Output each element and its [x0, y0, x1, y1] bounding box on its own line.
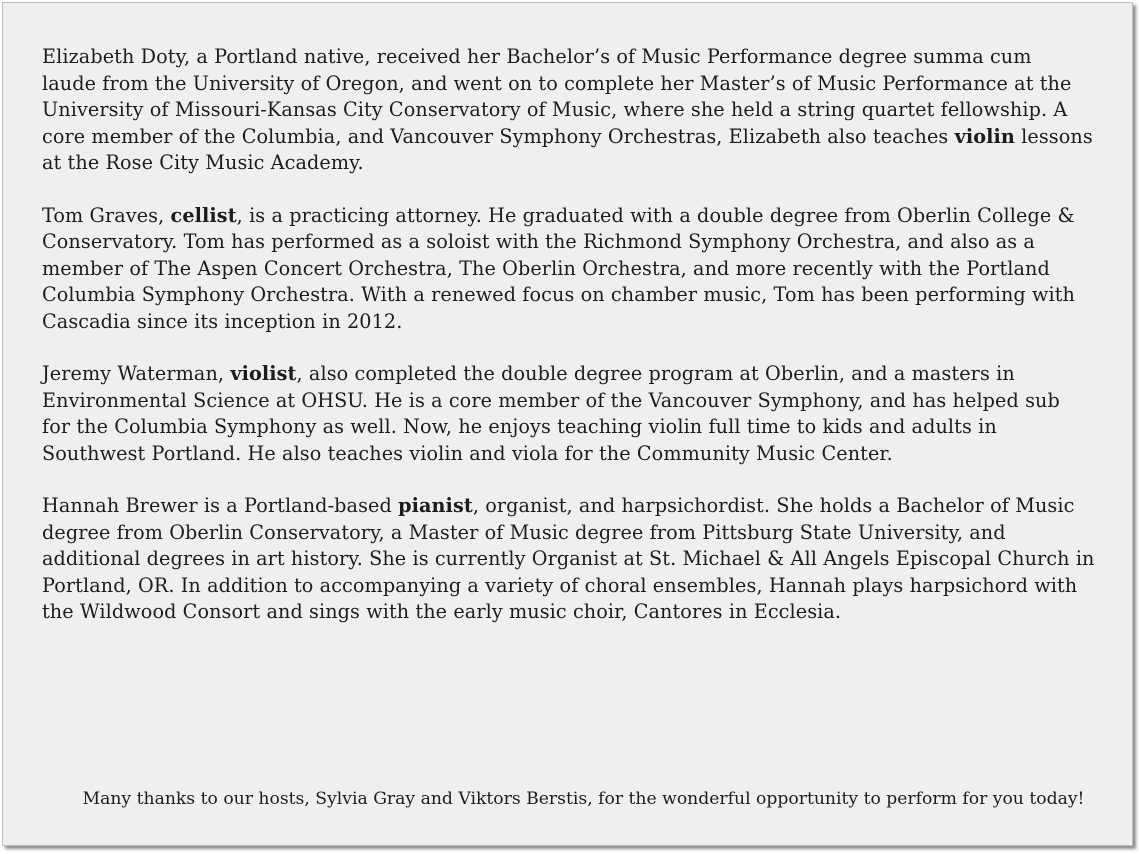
instrument-label: violin [954, 124, 1015, 148]
bio-text: , is a practicing attorney. He graduated with a double degree from Oberlin College & Conservatory. Tom has performed as a soloist with the Richmond Symphony Orchestra, and also as a member of The Aspen Concert Orchestra, The Oberlin Orchestra, and more recently with the Portland Columbia Symphony Orchestra. With a renewed focus on chamber music, Tom has been performing with Cascadia since its inception in 2012. [42, 203, 1076, 333]
thanks-note: Many thanks to our hosts, Sylvia Gray and Viktors Berstis, for the wonderful opportunity to perform for you today! [82, 789, 1085, 809]
instrument-label: violist [230, 362, 297, 385]
bio-elizabeth-doty [42, 44, 1112, 177]
instrument-label: cellist [170, 203, 237, 227]
bio-list [42, 44, 1112, 652]
bio-text: lessons at the Rose City Music Academy. [42, 124, 1093, 174]
bio-jeremy-waterman [42, 361, 1112, 467]
bio-text: Jeremy Waterman, [42, 362, 231, 385]
bio-text: Elizabeth Doty, a Portland native, received her Bachelor’s of Music Performance degree summa cum laude from the University of Oregon, and went on to complete her Master’s of Music Performance at the University of Missouri-Kansas City Conservatory of Music, where she held a string quartet fellowship. A core member of the Columbia, and Vancouver Symphony Orchestras, Elizabeth also teaches [42, 45, 1072, 148]
bio-hannah-brewer [42, 493, 1112, 626]
bio-text: , organist, and harpsichordist. She holds a Bachelor of Music degree from Oberlin Conservatory, a Master of Music degree from Pittsburg State University, and additional degrees in art history. She is currently Organist at St. Michael & All Angels Episcopal Church in Portland, OR. In addition to accompanying a variety of choral ensembles, Hannah plays harpsichord with the Wildwood Consort and sings with the early music choir, Cantores in Ecclesia. [42, 494, 1095, 623]
bio-text: Tom Graves, [42, 203, 171, 227]
bio-tom-graves [42, 203, 1112, 336]
instrument-label: pianist [398, 494, 473, 517]
bio-text: Hannah Brewer is a Portland-based [42, 494, 399, 517]
bio-text: , also completed the double degree program at Oberlin, and a masters in Environmental Science at OHSU. He is a core member of the Vancouver Symphony, and has helped sub for the Columbia Symphony as well. Now, he enjoys teaching violin full time to kids and adults in Southwest Portland. He also teaches violin and viola for the Community Music Center. [42, 362, 1060, 465]
